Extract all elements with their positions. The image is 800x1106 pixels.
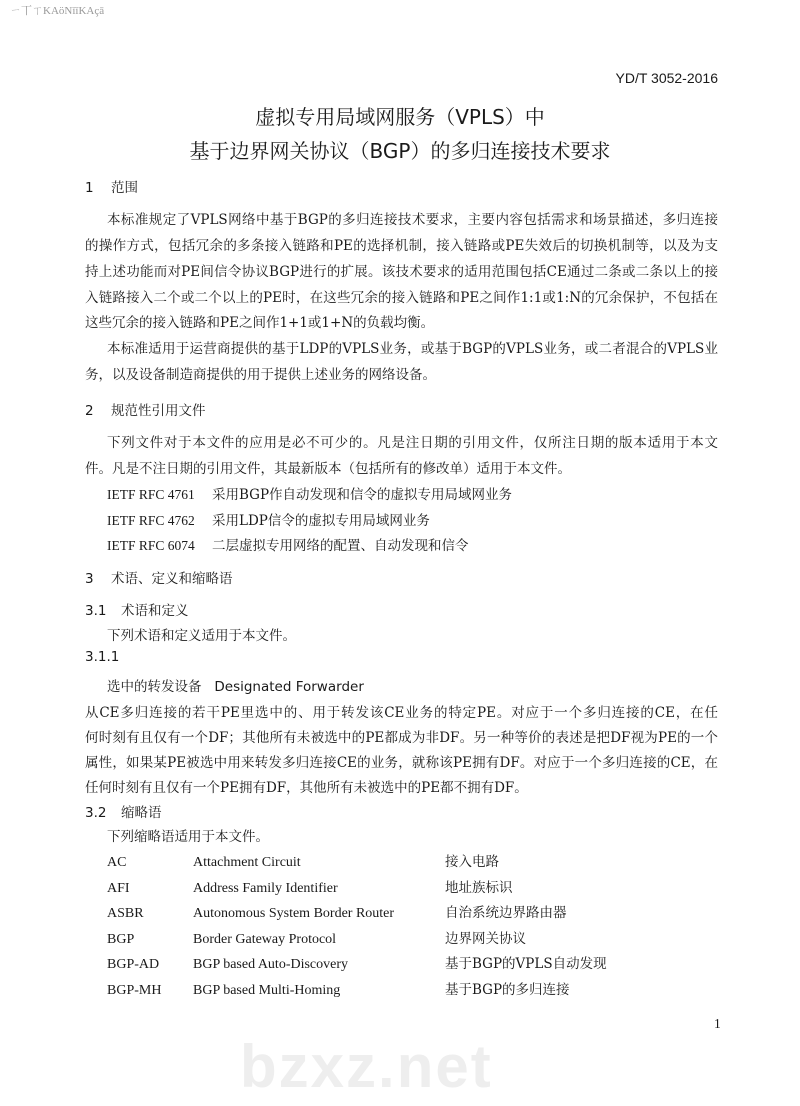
watermark-logo: bzxz.net xyxy=(240,1033,493,1100)
text-line: 下列术语和定义适用于本文件。 xyxy=(107,628,296,644)
text-line: 本标准规定了VPLS网络中基于BGP的多归连接技术要求，主要内容包括需求和场景描述，多归连接 xyxy=(107,212,718,228)
section-3-1-heading: 3.1 术语和定义 xyxy=(85,603,189,619)
text-line: 的操作方式，包括冗余的多条接入链路和PE的选择机制，接入链路或PE失效后的切换机制等，以及为支 xyxy=(85,238,718,254)
text-line: 这些冗余的接入链路和PE之间作1+1或1+N的负载均衡。 xyxy=(85,315,435,331)
text-line: 务，以及设备制造商提供的用于提供上述业务的网络设备。 xyxy=(85,367,436,383)
abbreviation-row: AC Attachment Circuit 接入电路 xyxy=(107,854,499,870)
reference-item: IETF RFC 6074 二层虚拟专用网络的配置、自动发现和信令 xyxy=(107,538,469,554)
term-entry: 选中的转发设备 Designated Forwarder xyxy=(107,679,364,695)
text-line: 属性，如果某PE被选中用来转发多归连接CE的业务，就称该PE拥有DF。对应于一个多归连接的CE，在 xyxy=(85,755,718,771)
text-line: 从CE多归连接的若干PE里选中的、用于转发该CE业务的特定PE。对应于一个多归连接的CE，在任 xyxy=(85,705,718,721)
text-line: 入链路接入二个或二个以上的PE时，在这些冗余的接入链路和PE之间作1:1或1:N的冗余保护，不包括在 xyxy=(85,290,718,306)
text-line: 本标准适用于运营商提供的基于LDP的VPLS业务，或基于BGP的VPLS业务，或二者混合的VPLS业 xyxy=(107,341,718,357)
watermark-top: ㄧ丅ㄒKAöNǐǐKAçā xyxy=(10,5,105,17)
abbreviation-row: ASBR Autonomous System Border Router 自治系统边界路由器 xyxy=(107,905,567,921)
section-1-heading: 1 范围 xyxy=(85,180,138,196)
text-line: 下列缩略语适用于本文件。 xyxy=(107,829,269,845)
section-3-2-heading: 3.2 缩略语 xyxy=(85,805,162,821)
text-line: 下列文件对于本文件的应用是必不可少的。凡是注日期的引用文件，仅所注日期的版本适用于本文 xyxy=(107,435,718,451)
abbreviation-row: AFI Address Family Identifier 地址族标识 xyxy=(107,880,513,896)
reference-item: IETF RFC 4762 采用LDP信令的虚拟专用局域网业务 xyxy=(107,513,430,529)
doc-title-line-2: 基于边界网关协议（BGP）的多归连接技术要求 xyxy=(189,139,611,163)
text-line: 何时刻有且仅有一个DF；其他所有未被选中的PE都成为非DF。另一种等价的表述是把DF视为PE的一个 xyxy=(85,730,718,746)
text-line: 任何时刻有且仅有一个PE拥有DF，其他所有未被选中的PE都不拥有DF。 xyxy=(85,780,528,796)
text-line: 持上述功能而对PE间信令协议BGP进行的扩展。该技术要求的适用范围包括CE通过二条或二条以上的接 xyxy=(85,264,718,280)
section-3-1-1-heading: 3.1.1 xyxy=(85,649,120,665)
abbreviation-row: BGP-MH BGP based Multi-Homing 基于BGP的多归连接 xyxy=(107,982,570,998)
page-number: 1 xyxy=(714,1016,721,1031)
reference-item: IETF RFC 4761 采用BGP作自动发现和信令的虚拟专用局域网业务 xyxy=(107,487,513,503)
abbreviation-row: BGP Border Gateway Protocol 边界网关协议 xyxy=(107,931,526,947)
text-line: 件。凡是不注日期的引用文件，其最新版本（包括所有的修改单）适用于本文件。 xyxy=(85,461,571,477)
section-2-heading: 2 规范性引用文件 xyxy=(85,403,206,419)
section-3-heading: 3 术语、定义和缩略语 xyxy=(85,571,233,587)
abbreviation-row: BGP-AD BGP based Auto-Discovery 基于BGP的VPLS自动发现 xyxy=(107,956,607,972)
doc-title-line-1: 虚拟专用局域网服务（VPLS）中 xyxy=(255,105,545,129)
doc-code: YD/T 3052-2016 xyxy=(615,70,718,86)
